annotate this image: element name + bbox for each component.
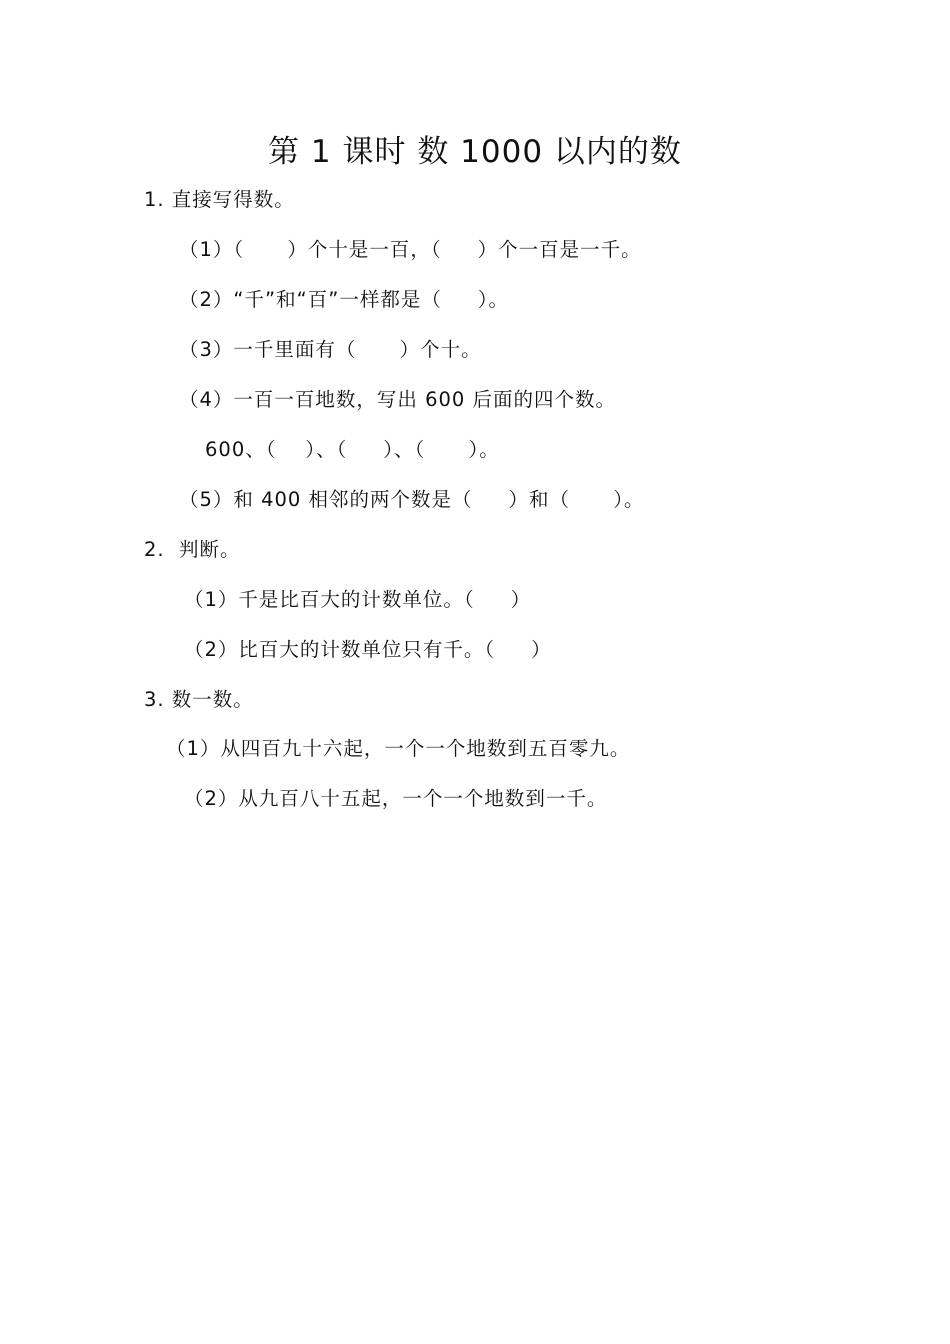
question-1-item-1: （1）（ ）个十是一百，（ ）个一百是一千。 [179,238,642,261]
question-1-item-2: （2）“千”和“百”一样都是（ ）。 [179,288,510,311]
question-3-item-2: （2）从九百八十五起，一个一个地数到一千。 [184,787,608,810]
question-1-item-4: （4）一百一百地数，写出 600 后面的四个数。 [179,388,617,411]
question-2-item-1: （1）千是比百大的计数单位。（ ） [184,588,532,611]
question-3-heading: 3. 数一数。 [144,688,254,711]
question-1-item-3: （3）一千里面有（ ）个十。 [179,338,482,361]
question-2-heading: 2. 判断。 [144,538,241,561]
question-1-item-4-sequence: 600、（ ）、（ ）、（ ）。 [205,438,500,461]
question-2-item-2: （2）比百大的计数单位只有千。（ ） [184,638,552,661]
question-3-item-1: （1）从四百九十六起，一个一个地数到五百零九。 [166,737,631,760]
page-title: 第 1 课时 数 1000 以内的数 [268,134,682,170]
question-1-item-5: （5）和 400 相邻的两个数是（ ）和（ ）。 [179,488,645,511]
question-1-heading: 1. 直接写得数。 [144,188,295,211]
